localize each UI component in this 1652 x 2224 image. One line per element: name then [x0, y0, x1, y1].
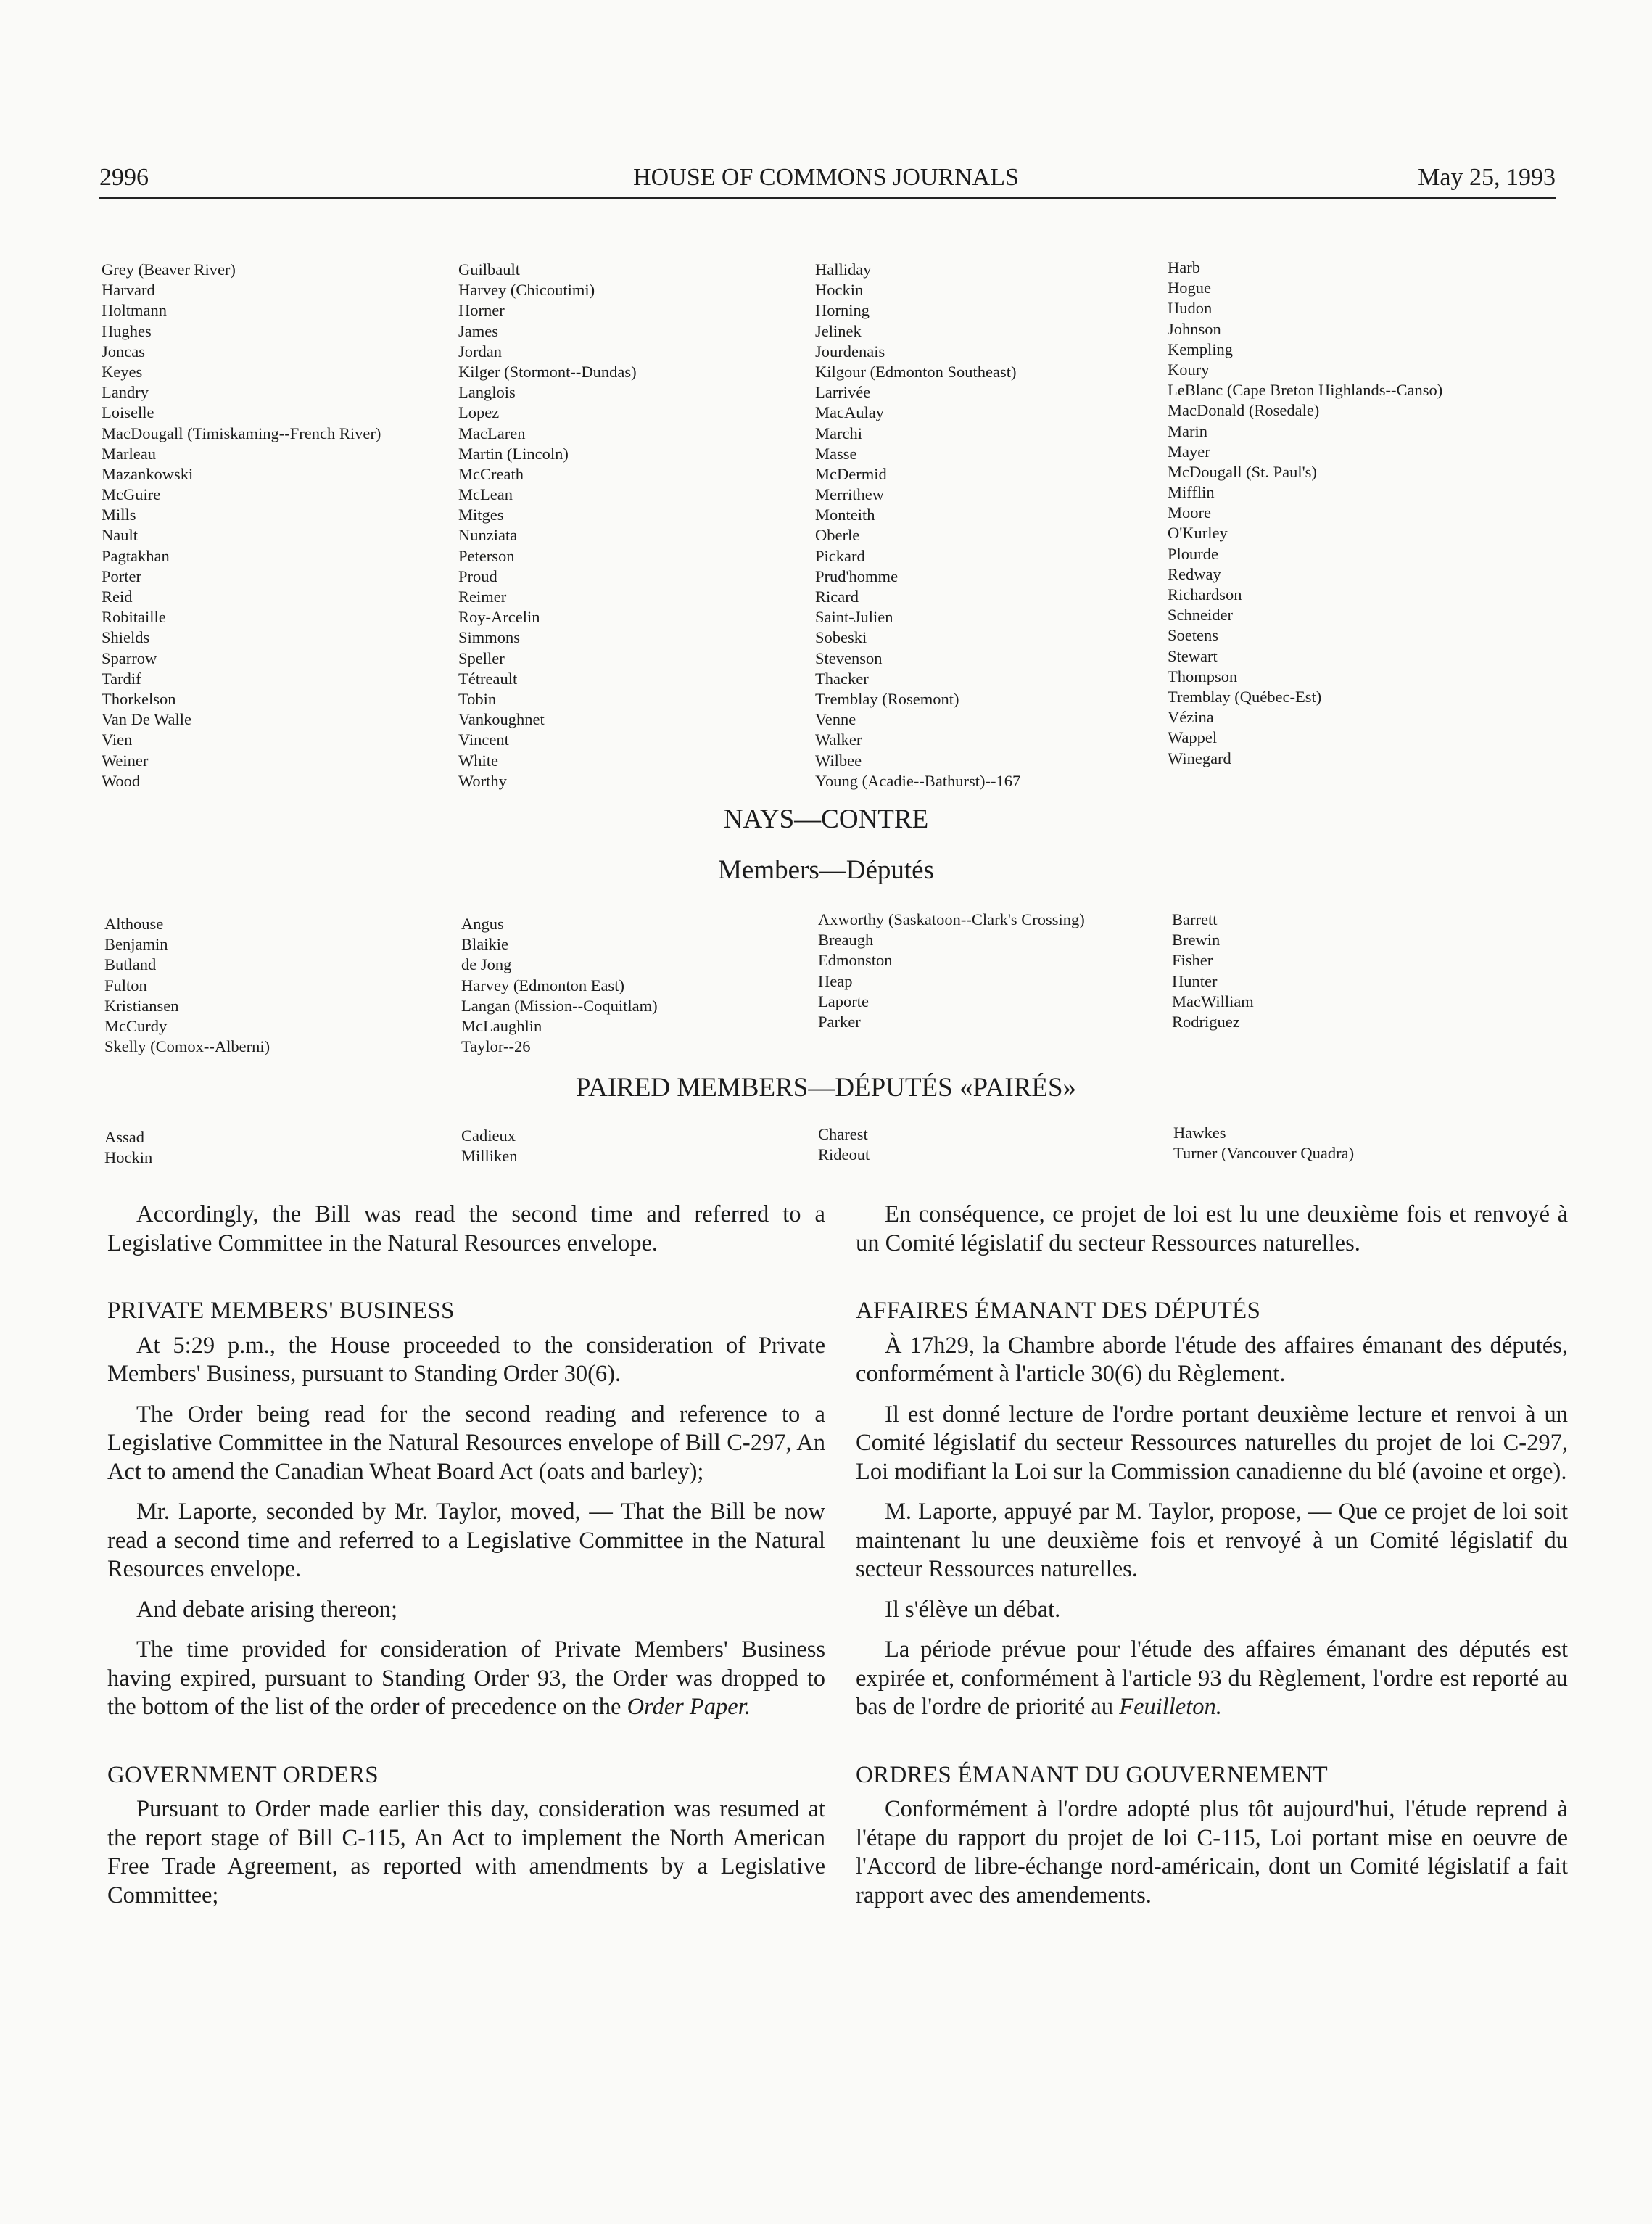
member-name: Wilbee — [815, 751, 862, 770]
member-name: Vien — [102, 730, 133, 749]
member-name: Shields — [102, 628, 150, 647]
member-name: Merrithew — [815, 485, 884, 504]
member-name: Butland — [104, 955, 157, 974]
member-name: Turner (Vancouver Quadra) — [1173, 1144, 1355, 1163]
member-name: Nunziata — [458, 526, 518, 545]
member-name: Pickard — [815, 546, 865, 565]
member-name: Worthy — [458, 771, 507, 790]
nays-heading: NAYS—CONTRE — [723, 804, 929, 834]
member-name: Assad — [104, 1128, 144, 1146]
member-name: Milliken — [461, 1147, 518, 1166]
member-name: Ricard — [815, 588, 859, 606]
member-name: Mills — [102, 506, 136, 524]
yeas-column-4 — [1168, 258, 1442, 769]
paragraph-time-expired: The time provided for consideration of Private Members' Business having expired, pursuant to Standing Order 93, the Order was dropped to the bottom of the list of the order of precedence on the Order Paper. — [107, 1636, 825, 1720]
paragraph-lecture: Il est donné lecture de l'ordre portant deuxième lecture et renvoi à un Comité législatif du secteur Ressources naturelles du projet de loi C-297, Loi modifiant la Loi sur la Commission canadienne du blé (avoine et orge). — [856, 1401, 1568, 1485]
member-name: Marchi — [815, 424, 862, 442]
member-name: Harb — [1168, 258, 1200, 276]
member-name: Walker — [815, 730, 862, 749]
member-name: LeBlanc (Cape Breton Highlands--Canso) — [1168, 381, 1443, 400]
member-name: Peterson — [458, 546, 515, 565]
member-name: Roy-Arcelin — [458, 608, 540, 627]
nays-column-3 — [818, 910, 1085, 1032]
member-name: Moore — [1168, 503, 1211, 522]
paragraph-pursuant: Pursuant to Order made earlier this day, consideration was resumed at the report stage of Bill C-115, An Act to implement the North American Free Trade Agreement, as reported with amendments by a Legislative Committee; — [107, 1796, 825, 1908]
yeas-column-3 — [815, 260, 1020, 791]
member-name: McCurdy — [104, 1016, 168, 1035]
member-name: Cadieux — [461, 1127, 516, 1145]
member-name: Charest — [818, 1125, 868, 1143]
paired-column-4 — [1173, 1123, 1354, 1164]
member-name: Martin (Lincoln) — [458, 444, 569, 463]
member-name: Robitaille — [102, 608, 166, 627]
member-name: Stewart — [1168, 646, 1218, 665]
member-name: McLaughlin — [461, 1016, 542, 1035]
paragraph-conformement: Conformément à l'ordre adopté plus tôt aujourd'hui, l'étude reprend à l'étape du rapport du projet de loi C-115, Loi portant mise en oeuvre de l'Accord de libre-échange nord-américain, dont un Comité législatif a fait rapport avec des amendements. — [856, 1796, 1568, 1908]
member-name: Simmons — [458, 628, 521, 647]
member-name: Thompson — [1168, 667, 1238, 685]
member-name: Hogue — [1168, 279, 1211, 297]
member-name: Grey (Beaver River) — [102, 260, 236, 279]
member-name: O'Kurley — [1168, 524, 1228, 543]
paragraph-debat: Il s'élève un débat. — [885, 1596, 1061, 1623]
member-name: Hunter — [1172, 971, 1218, 990]
member-name: Jourdenais — [815, 342, 885, 361]
member-name: Laporte — [818, 992, 869, 1010]
member-name: Fisher — [1172, 951, 1213, 970]
member-name: de Jong — [461, 955, 512, 974]
member-name: Reimer — [458, 588, 507, 606]
member-name: Mitges — [458, 506, 504, 524]
member-name: Tétreault — [458, 669, 518, 688]
paragraph-at-529: At 5:29 p.m., the House proceeded to the consideration of Private Members' Business, pursuant to Standing Order 30(6). — [107, 1332, 825, 1387]
member-name: Monteith — [815, 506, 875, 524]
member-name: Porter — [102, 567, 141, 585]
member-name: White — [458, 751, 498, 770]
member-name: MacDougall (Timiskaming--French River) — [102, 424, 381, 442]
member-name: MacLaren — [458, 424, 526, 442]
yeas-column-2 — [458, 260, 637, 791]
member-name: Rideout — [818, 1145, 870, 1164]
paragraph-17h29: À 17h29, la Chambre aborde l'étude des affaires émanant des députés, conformément à l'article 30(6) du Règlement. — [856, 1332, 1568, 1387]
member-name: Harvey (Chicoutimi) — [458, 281, 595, 300]
member-name: Axworthy (Saskatoon--Clark's Crossing) — [818, 910, 1085, 928]
member-name: McCreath — [458, 464, 524, 483]
french-column — [856, 1200, 1568, 1922]
member-name: Tobin — [458, 689, 497, 708]
paragraph-order-read: The Order being read for the second reading and reference to a Legislative Committee in the Natural Resources envelope of Bill C-297, An Act to amend the Canadian Wheat Board Act (oats and barley); — [107, 1401, 825, 1485]
member-name: Reid — [102, 588, 133, 606]
paired-column-3 — [818, 1124, 870, 1165]
member-name: McGuire — [102, 485, 161, 504]
member-name: Tremblay (Rosemont) — [815, 689, 959, 708]
member-name: Brewin — [1172, 931, 1221, 950]
member-name: Koury — [1168, 360, 1210, 379]
member-name: Barrett — [1172, 910, 1218, 928]
member-name: Kempling — [1168, 339, 1233, 358]
member-name: Proud — [458, 567, 497, 585]
member-name: Oberle — [815, 526, 860, 545]
member-name: Saint-Julien — [815, 608, 893, 627]
member-name: Landry — [102, 383, 149, 402]
member-name: Hockin — [104, 1148, 153, 1167]
paragraph-accordingly: Accordingly, the Bill was read the second time and referred to a Legislative Committee in the Natural Resources envelope. — [107, 1201, 825, 1256]
member-name: Nault — [102, 526, 138, 545]
journal-title: HOUSE OF COMMONS JOURNALS — [633, 164, 1019, 191]
member-name: Soetens — [1168, 626, 1218, 645]
member-name: Langan (Mission--Coquitlam) — [461, 996, 658, 1015]
member-name: Langlois — [458, 383, 516, 402]
member-name: Joncas — [102, 342, 145, 361]
member-name: Guilbault — [458, 260, 520, 279]
member-name: Van De Walle — [102, 710, 191, 729]
section-heading-private-members: PRIVATE MEMBERS' BUSINESS — [107, 1298, 455, 1324]
section-heading-affaires: AFFAIRES ÉMANANT DES DÉPUTÉS — [856, 1298, 1261, 1324]
member-name: McDermid — [815, 464, 887, 483]
member-name: Hudon — [1168, 299, 1213, 318]
member-name: Hockin — [815, 281, 864, 300]
member-name: Edmonston — [818, 951, 893, 970]
member-name: Hughes — [102, 321, 152, 340]
member-name: McLean — [458, 485, 513, 504]
member-name: McDougall (St. Paul's) — [1168, 462, 1317, 481]
member-name: Thorkelson — [102, 689, 176, 708]
english-column — [107, 1200, 825, 1922]
member-name: Pagtakhan — [102, 546, 170, 565]
member-name: Angus — [461, 915, 504, 933]
member-name: Holtmann — [102, 301, 167, 320]
header-rule — [99, 197, 1556, 199]
paired-column-1 — [104, 1127, 152, 1168]
member-name: Plourde — [1168, 544, 1218, 563]
member-name: Stevenson — [815, 648, 883, 667]
member-name: Blaikie — [461, 935, 508, 954]
member-name: Jelinek — [815, 321, 862, 340]
member-name: Tardif — [102, 669, 141, 688]
member-name: Richardson — [1168, 585, 1242, 604]
member-name: Vézina — [1168, 708, 1214, 727]
yeas-column-1 — [102, 260, 381, 791]
member-name: Thacker — [815, 669, 869, 688]
member-name: Keyes — [102, 362, 143, 381]
member-name: Jordan — [458, 342, 502, 361]
member-name: Parker — [818, 1012, 861, 1031]
member-name: Mifflin — [1168, 483, 1215, 502]
paragraph-periode: La période prévue pour l'étude des affaires émanant des députés est expirée et, conformément à l'article 93 du Règlement, l'ordre est reporté au bas de l'ordre de priorité au Feuilleton. — [856, 1636, 1568, 1720]
member-name: Kilger (Stormont--Dundas) — [458, 362, 637, 381]
nays-column-4 — [1172, 910, 1254, 1032]
member-name: Johnson — [1168, 319, 1221, 338]
member-name: Sparrow — [102, 648, 157, 667]
journal-date: May 25, 1993 — [1418, 164, 1556, 191]
member-name: Redway — [1168, 564, 1221, 583]
member-name: Weiner — [102, 751, 149, 770]
member-name: Sobeski — [815, 628, 867, 647]
member-name: Harvard — [102, 281, 155, 300]
member-name: Venne — [815, 710, 856, 729]
section-heading-ordres: ORDRES ÉMANANT DU GOUVERNEMENT — [856, 1761, 1328, 1788]
member-name: Horner — [458, 301, 505, 320]
member-name: Marleau — [102, 444, 156, 463]
nays-subheading: Members—Députés — [718, 855, 934, 885]
member-name: MacDonald (Rosedale) — [1168, 401, 1320, 420]
member-name: Marin — [1168, 421, 1207, 440]
member-name: Althouse — [104, 915, 164, 933]
member-name: Horning — [815, 301, 870, 320]
member-name: Speller — [458, 648, 505, 667]
member-name: Taylor--26 — [461, 1037, 531, 1056]
member-name: Fulton — [104, 976, 147, 994]
member-name: Tremblay (Québec-Est) — [1168, 687, 1322, 706]
member-name: Wappel — [1168, 728, 1218, 747]
member-name: Lopez — [458, 403, 500, 422]
member-name: Mayer — [1168, 442, 1210, 461]
member-name: MacAulay — [815, 403, 884, 422]
member-name: James — [458, 321, 498, 340]
member-name: Vincent — [458, 730, 509, 749]
member-name: Prud'homme — [815, 567, 899, 585]
member-name: Winegard — [1168, 749, 1231, 767]
member-name: Loiselle — [102, 403, 154, 422]
member-name: Young (Acadie--Bathurst)--167 — [815, 771, 1021, 790]
member-name: Schneider — [1168, 606, 1233, 625]
member-name: Skelly (Comox--Alberni) — [104, 1037, 270, 1056]
section-heading-government-orders: GOVERNMENT ORDERS — [107, 1761, 379, 1788]
nays-column-2 — [461, 914, 658, 1057]
paragraph-consequence: En conséquence, ce projet de loi est lu une deuxième fois et renvoyé à un Comité législatif du secteur Ressources naturelles. — [856, 1201, 1568, 1256]
member-name: Larrivée — [815, 383, 871, 402]
paired-column-2 — [461, 1126, 518, 1166]
member-name: Heap — [818, 971, 853, 990]
member-name: MacWilliam — [1172, 992, 1254, 1010]
member-name: Kilgour (Edmonton Southeast) — [815, 362, 1017, 381]
member-name: Rodriguez — [1172, 1012, 1240, 1031]
member-name: Vankoughnet — [458, 710, 545, 729]
page-number: 2996 — [99, 164, 149, 191]
member-name: Hawkes — [1173, 1124, 1226, 1142]
member-name: Masse — [815, 444, 857, 463]
member-name: Mazankowski — [102, 464, 194, 483]
paragraph-debate: And debate arising thereon; — [136, 1596, 398, 1623]
nays-column-1 — [104, 914, 270, 1057]
member-name: Breaugh — [818, 931, 874, 950]
member-name: Halliday — [815, 260, 872, 279]
member-name: Wood — [102, 771, 141, 790]
paired-heading: PAIRED MEMBERS—DÉPUTÉS «PAIRÉS» — [575, 1073, 1077, 1103]
paragraph-laporte-propose: M. Laporte, appuyé par M. Taylor, propose, — Que ce projet de loi soit maintenant lu une deuxième fois et renvoyé à un Comité législatif du secteur Ressources naturelles. — [856, 1499, 1568, 1582]
paragraph-laporte-moved: Mr. Laporte, seconded by Mr. Taylor, moved, — That the Bill be now read a second time and referred to a Legislative Committee in the Natural Resources envelope. — [107, 1499, 825, 1582]
member-name: Harvey (Edmonton East) — [461, 976, 624, 994]
member-name: Benjamin — [104, 935, 168, 954]
member-name: Kristiansen — [104, 996, 179, 1015]
